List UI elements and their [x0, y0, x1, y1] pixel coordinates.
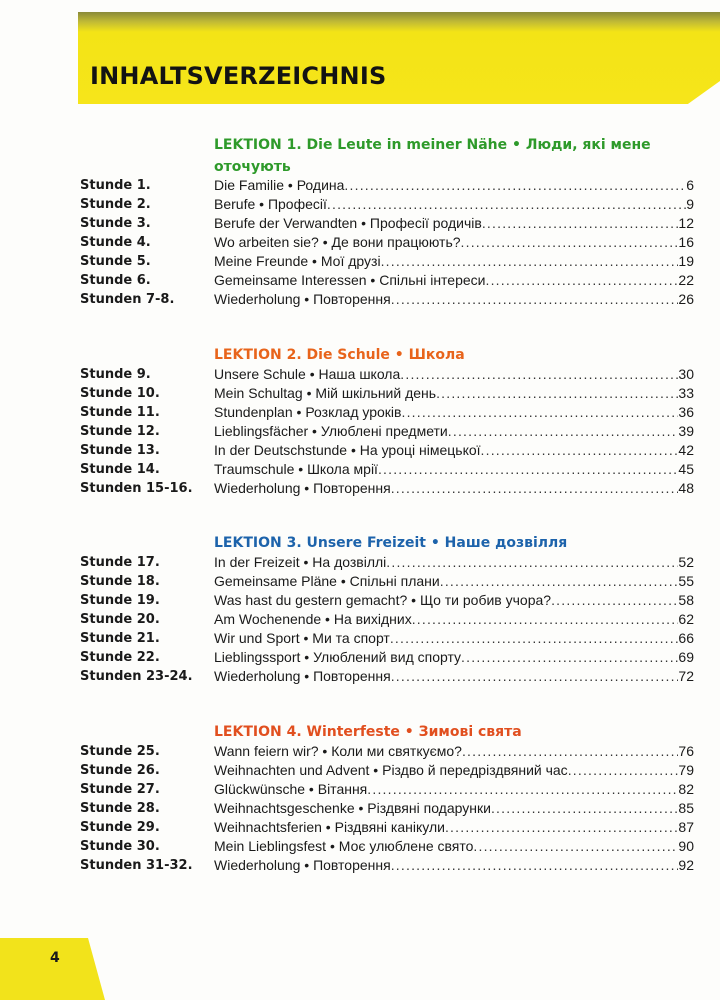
toc-line: [214, 365, 694, 384]
topic-separator: •: [318, 743, 332, 759]
page-ref: 30: [678, 366, 694, 382]
dot-leader: [461, 648, 678, 667]
toc-line: [214, 610, 694, 629]
topic-title: [214, 818, 445, 837]
dot-leader: [386, 553, 678, 572]
page-ref: 82: [678, 781, 694, 797]
topic-de: Weihnachtsferien: [214, 819, 322, 835]
lesson-number: Stunden 15-16.: [80, 481, 193, 496]
topic-ua: Коли ми святкуємо?: [331, 743, 462, 759]
lektion-2-title-de: LEKTION 2. Die Schule: [214, 347, 390, 363]
page-ref: 36: [678, 404, 694, 420]
topic-title: [214, 403, 401, 422]
page-ref: 79: [678, 762, 694, 778]
topic-separator: •: [300, 480, 314, 496]
page-ref: 52: [678, 554, 694, 570]
toc-line: [214, 648, 694, 667]
toc-line: [214, 271, 694, 290]
topic-title: [214, 761, 568, 780]
topic-de: Mein Schultag: [214, 385, 303, 401]
topic-separator: •: [284, 177, 297, 193]
page-corner-decoration: [0, 938, 105, 1000]
topic-de: Berufe der Verwandten: [214, 215, 358, 231]
topic-de: Glückwünsche: [214, 781, 306, 797]
dot-leader: [551, 591, 678, 610]
dot-leader: [486, 271, 679, 290]
topic-separator: •: [255, 196, 268, 212]
toc-entry: [0, 271, 720, 290]
topic-ua: Вітання: [317, 781, 368, 797]
toc-line: [214, 761, 694, 780]
toc-entry: [0, 799, 720, 818]
topic-separator: •: [326, 838, 339, 854]
topic-title: [214, 648, 461, 667]
lesson-number: Stunde 22.: [80, 650, 160, 665]
topic-separator: •: [302, 385, 316, 401]
topic-separator: •: [299, 554, 313, 570]
topic-ua: Мої друзі: [320, 253, 381, 269]
topic-separator: •: [305, 781, 318, 797]
lesson-number: Stunde 17.: [80, 555, 160, 570]
page-ref: 39: [678, 423, 694, 439]
toc-entry: [0, 422, 720, 441]
lesson-number: Stunde 14.: [80, 462, 160, 477]
toc-line: [214, 252, 694, 271]
topic-title: [214, 856, 391, 875]
topic-de: Wiederholung: [214, 668, 301, 684]
topic-ua: Мій шкільний день: [315, 385, 437, 401]
topic-ua: На вихідних: [333, 611, 412, 627]
lesson-number: Stunde 3.: [80, 216, 151, 231]
toc-entry: [0, 591, 720, 610]
toc-line: [214, 460, 694, 479]
topic-ua: На уроці німецької: [359, 442, 481, 458]
topic-de: Berufe: [214, 196, 256, 212]
page-ref: 9: [686, 196, 694, 212]
topic-title: [214, 214, 482, 233]
topic-title: [214, 742, 462, 761]
dot-leader: [491, 799, 678, 818]
dot-leader: [401, 403, 678, 422]
toc-line: [214, 214, 694, 233]
topic-title: [214, 195, 327, 214]
lesson-number: Stunde 5.: [80, 254, 151, 269]
lesson-number: Stunde 19.: [80, 593, 160, 608]
topic-ua: Ми та спорт: [312, 630, 390, 646]
toc-line: [214, 233, 694, 252]
topic-title: [214, 460, 378, 479]
page-number: 4: [50, 950, 60, 966]
toc-entry: [0, 384, 720, 403]
topic-separator: •: [347, 442, 360, 458]
topic-ua: Улюблений вид спорту: [313, 649, 462, 665]
dot-leader: [461, 233, 679, 252]
topic-de: Meine Freunde: [214, 253, 309, 269]
dot-leader: [445, 818, 678, 837]
topic-de: Weihnachten und Advent: [214, 762, 370, 778]
topic-separator: •: [294, 461, 308, 477]
topic-title: [214, 422, 448, 441]
topic-de: Mein Lieblingsfest: [214, 838, 327, 854]
lektion-3-title-de: LEKTION 3. Unsere Freizeit: [214, 535, 426, 551]
lektion-1-title-ua: Люди, які мене оточують: [214, 137, 651, 175]
dot-leader: [390, 629, 679, 648]
toc-line: [214, 856, 694, 875]
lesson-number: Stunden 31-32.: [80, 858, 193, 873]
topic-de: In der Deutschstunde: [214, 442, 348, 458]
lesson-number: Stunde 25.: [80, 744, 160, 759]
topic-ua: Спільні інтереси: [379, 272, 486, 288]
topic-de: In der Freizeit: [214, 554, 300, 570]
header-band: [78, 12, 720, 104]
lektion-2-title: [214, 344, 674, 366]
toc-line: [214, 572, 694, 591]
toc-entry: [0, 667, 720, 686]
toc-line: [214, 441, 694, 460]
page-ref: 33: [678, 385, 694, 401]
topic-ua: Де вони працюють?: [331, 234, 461, 250]
toc-entry: [0, 195, 720, 214]
lesson-number: Stunde 11.: [80, 405, 160, 420]
topic-de: Wiederholung: [214, 291, 301, 307]
toc-line: [214, 742, 694, 761]
dot-leader: [440, 572, 679, 591]
page-ref: 87: [678, 819, 694, 835]
dot-leader: [391, 290, 679, 309]
toc-entry: [0, 214, 720, 233]
topic-separator: •: [299, 630, 313, 646]
toc-line: [214, 403, 694, 422]
topic-separator: •: [300, 857, 314, 873]
toc-line: [214, 799, 694, 818]
topic-ua: Наша школа: [318, 366, 401, 382]
page-ref: 42: [678, 442, 694, 458]
page-ref: 26: [678, 291, 694, 307]
page-ref: 12: [678, 215, 694, 231]
topic-ua: Улюблені предмети: [320, 423, 448, 439]
topic-title: [214, 780, 367, 799]
topic-title: [214, 572, 440, 591]
dot-leader: [381, 252, 679, 271]
topic-ua: Спільні плани: [349, 573, 440, 589]
lesson-number: Stunde 4.: [80, 235, 151, 250]
lesson-number: Stunde 27.: [80, 782, 160, 797]
lektion-1-separator: •: [507, 137, 526, 153]
topic-ua: Професії: [267, 196, 327, 212]
page-ref: 16: [678, 234, 694, 250]
toc-entry: [0, 441, 720, 460]
page-ref: 55: [678, 573, 694, 589]
toc-entry: [0, 837, 720, 856]
topic-ua: Розклад уроків: [305, 404, 402, 420]
toc-entry: [0, 780, 720, 799]
lektion-1-title: [214, 134, 674, 178]
toc-line: [214, 553, 694, 572]
topic-ua: Родина: [296, 177, 345, 193]
lektion-3-separator: •: [425, 535, 445, 551]
topic-title: [214, 176, 344, 195]
topic-separator: •: [354, 800, 368, 816]
toc-entry: [0, 176, 720, 195]
lektion-3-title-ua: Наше дозвілля: [444, 535, 568, 551]
toc-entry: [0, 742, 720, 761]
topic-de: Gemeinsame Pläne: [214, 573, 337, 589]
dot-leader: [391, 479, 679, 498]
topic-de: Traumschule: [214, 461, 295, 477]
toc-entry: [0, 365, 720, 384]
topic-separator: •: [305, 366, 319, 382]
dot-leader: [391, 667, 679, 686]
toc-entry: [0, 856, 720, 875]
topic-ua: Школа мрії: [307, 461, 378, 477]
dot-leader: [473, 837, 678, 856]
topic-separator: •: [336, 573, 350, 589]
topic-ua: Повторення: [313, 480, 391, 496]
lektion-4-title: [214, 721, 674, 743]
page-ref: 85: [678, 800, 694, 816]
toc-entry: [0, 479, 720, 498]
topic-separator: •: [369, 762, 383, 778]
topic-separator: •: [407, 592, 420, 608]
page-ref: 90: [678, 838, 694, 854]
topic-de: Wo arbeiten sie?: [214, 234, 319, 250]
lesson-number: Stunde 28.: [80, 801, 160, 816]
topic-title: [214, 479, 391, 498]
toc-entry: [0, 572, 720, 591]
lesson-number: Stunde 1.: [80, 178, 151, 193]
dot-leader: [400, 365, 678, 384]
toc-line: [214, 479, 694, 498]
topic-title: [214, 441, 481, 460]
page-ref: 19: [678, 253, 694, 269]
topic-ua: Повторення: [313, 857, 391, 873]
page-ref: 69: [678, 649, 694, 665]
lektion-2-title-ua: Школа: [408, 347, 465, 363]
toc-entry: [0, 761, 720, 780]
dot-leader: [367, 780, 678, 799]
lesson-number: Stunde 9.: [80, 367, 151, 382]
lektion-2-separator: •: [389, 347, 409, 363]
lektion-1-title-de: LEKTION 1. Die Leute in meiner Nähe: [214, 137, 508, 153]
topic-separator: •: [292, 404, 306, 420]
dot-leader: [481, 441, 679, 460]
topic-title: [214, 610, 412, 629]
toc-entry: [0, 252, 720, 271]
topic-title: [214, 233, 461, 252]
toc-line: [214, 818, 694, 837]
toc-line: [214, 195, 694, 214]
dot-leader: [568, 761, 679, 780]
topic-title: [214, 629, 390, 648]
lektion-4-title-ua: Зимові свята: [418, 724, 522, 740]
lesson-number: Stunde 20.: [80, 612, 160, 627]
page-title: INHALTSVERZEICHNIS: [90, 62, 387, 90]
topic-ua: Різдво й передріздвяний час: [382, 762, 568, 778]
topic-de: Gemeinsame Interessen: [214, 272, 367, 288]
topic-separator: •: [300, 291, 314, 307]
topic-ua: На дозвіллі: [312, 554, 387, 570]
toc-entry: [0, 629, 720, 648]
topic-separator: •: [300, 668, 314, 684]
topic-title: [214, 290, 391, 309]
toc-entry: [0, 648, 720, 667]
topic-title: [214, 591, 551, 610]
dot-leader: [436, 384, 678, 403]
topic-separator: •: [357, 215, 370, 231]
lesson-number: Stunde 12.: [80, 424, 160, 439]
toc-line: [214, 176, 694, 195]
topic-title: [214, 271, 486, 290]
topic-de: Wiederholung: [214, 480, 301, 496]
topic-separator: •: [321, 819, 335, 835]
topic-title: [214, 667, 391, 686]
topic-de: Lieblingssport: [214, 649, 301, 665]
topic-de: Wir und Sport: [214, 630, 300, 646]
dot-leader: [378, 460, 678, 479]
toc-entry: [0, 290, 720, 309]
page-ref: 58: [678, 592, 694, 608]
lektion-3-title: [214, 532, 674, 554]
topic-de: Die Familie: [214, 177, 285, 193]
topic-ua: Повторення: [313, 291, 391, 307]
topic-de: Wann feiern wir?: [214, 743, 319, 759]
toc-line: [214, 780, 694, 799]
topic-separator: •: [366, 272, 380, 288]
topic-de: Wiederholung: [214, 857, 301, 873]
page-ref: 48: [678, 480, 694, 496]
dot-leader: [344, 176, 686, 195]
toc-line: [214, 667, 694, 686]
topic-separator: •: [321, 611, 334, 627]
toc-entry: [0, 553, 720, 572]
topic-de: Weihnachtsgeschenke: [214, 800, 355, 816]
toc-line: [214, 422, 694, 441]
page-ref: 22: [678, 272, 694, 288]
lesson-number: Stunde 26.: [80, 763, 160, 778]
toc-line: [214, 591, 694, 610]
dot-leader: [482, 214, 679, 233]
lesson-number: Stunde 30.: [80, 839, 160, 854]
dot-leader: [412, 610, 679, 629]
topic-title: [214, 837, 473, 856]
page-ref: 72: [678, 668, 694, 684]
topic-title: [214, 553, 386, 572]
lesson-number: Stunde 18.: [80, 574, 160, 589]
topic-separator: •: [318, 234, 332, 250]
topic-de: Am Wochenende: [214, 611, 322, 627]
topic-ua: Повторення: [313, 668, 391, 684]
toc-line: [214, 384, 694, 403]
toc-entry: [0, 610, 720, 629]
topic-de: Unsere Schule: [214, 366, 306, 382]
page-ref: 62: [678, 611, 694, 627]
topic-ua: Моє улюблене свято: [338, 838, 474, 854]
page-ref: 45: [678, 461, 694, 477]
lesson-number: Stunde 21.: [80, 631, 160, 646]
dot-leader: [391, 856, 679, 875]
topic-separator: •: [300, 649, 314, 665]
topic-de: Was hast du gestern gemacht?: [214, 592, 408, 608]
toc-entry: [0, 460, 720, 479]
topic-ua: Що ти робив учора?: [419, 592, 552, 608]
topic-separator: •: [308, 253, 321, 269]
page-ref: 92: [678, 857, 694, 873]
topic-ua: Різдвяні подарунки: [367, 800, 491, 816]
toc-line: [214, 837, 694, 856]
dot-leader: [448, 422, 679, 441]
lesson-number: Stunde 10.: [80, 386, 160, 401]
topic-ua: Різдвяні канікули: [334, 819, 445, 835]
topic-title: [214, 799, 491, 818]
lesson-number: Stunde 2.: [80, 197, 151, 212]
topic-title: [214, 252, 381, 271]
dot-leader: [327, 195, 686, 214]
toc-entry: [0, 403, 720, 422]
lesson-number: Stunden 23-24.: [80, 669, 193, 684]
lesson-number: Stunde 6.: [80, 273, 151, 288]
lesson-number: Stunde 13.: [80, 443, 160, 458]
lesson-number: Stunden 7-8.: [80, 292, 175, 307]
page-ref: 76: [678, 743, 694, 759]
dot-leader: [462, 742, 678, 761]
topic-ua: Професії родичів: [369, 215, 482, 231]
toc-line: [214, 290, 694, 309]
lektion-4-title-de: LEKTION 4. Winterfeste: [214, 724, 400, 740]
topic-de: Stundenplan: [214, 404, 293, 420]
topic-title: [214, 365, 400, 384]
toc-entry: [0, 233, 720, 252]
topic-separator: •: [308, 423, 321, 439]
topic-title: [214, 384, 436, 403]
lektion-4-separator: •: [399, 724, 419, 740]
toc-entry: [0, 818, 720, 837]
topic-de: Lieblingsfächer: [214, 423, 309, 439]
toc-line: [214, 629, 694, 648]
lesson-number: Stunde 29.: [80, 820, 160, 835]
page-ref: 66: [678, 630, 694, 646]
page-ref: 6: [686, 177, 694, 193]
